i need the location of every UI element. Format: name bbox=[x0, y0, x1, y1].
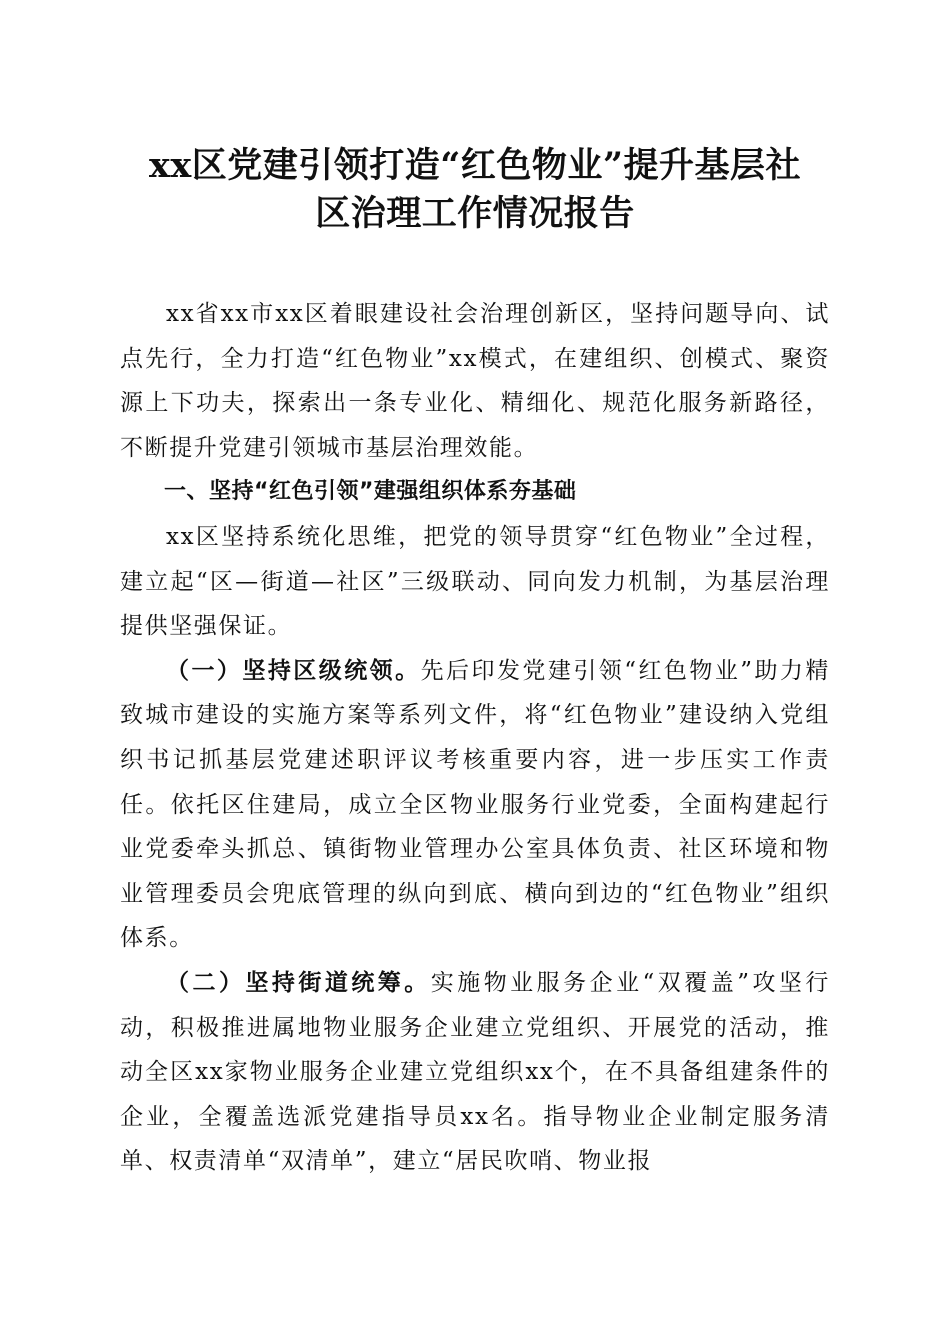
item-2-lead: （二）坚持街道统筹。 bbox=[166, 968, 431, 996]
title-line-1: xx区党建引领打造“红色物业”提升基层社 bbox=[149, 145, 801, 186]
document-body bbox=[120, 292, 830, 1184]
title-line-2: 区治理工作情况报告 bbox=[315, 193, 635, 234]
item-2-paragraph bbox=[120, 961, 830, 1184]
item-2-text: 实施物业服务企业“双覆盖”攻坚行动，积极推进属地物业服务企业建立党组织、开展党的活动，推动全区xx家物业服务企业建立党组织xx个，在不具备组建条件的企业，全覆盖选派党建指导员xx名。指导物业企业制定服务清单、权责清单“双清单”，建立“居民吹哨、物业报 bbox=[120, 969, 830, 1175]
section-1-paragraph: xx区坚持系统化思维，把党的领导贯穿“红色物业”全过程，建立起“区—街道—社区”三级联动、同向发力机制，为基层治理提供坚强保证。 bbox=[120, 523, 830, 640]
item-1-paragraph bbox=[120, 649, 830, 961]
intro-paragraph: xx省xx市xx区着眼建设社会治理创新区，坚持问题导向、试点先行，全力打造“红色物业”xx模式，在建组织、创模式、聚资源上下功夫，探索出一条专业化、精细化、规范化服务新路径，不断提升党建引领城市基层治理效能。 bbox=[120, 301, 830, 461]
item-1-text: 先后印发党建引领“红色物业”助力精致城市建设的实施方案等系列文件，将“红色物业”建设纳入党组织书记抓基层党建述职评议考核重要内容，进一步压实工作责任。依托区住建局，成立全区物业服务行业党委，全面构建起行业党委牵头抓总、镇街物业管理办公室具体负责、社区环境和物业管理委员会兜底管理的纵向到底、横向到边的“红色物业”组织体系。 bbox=[120, 657, 831, 952]
document-title bbox=[120, 142, 830, 238]
item-1-lead: （一）坚持区级统领。 bbox=[166, 656, 421, 684]
section-1-heading: 一、坚持“红色引领”建强组织体系夯基础 bbox=[164, 479, 577, 505]
